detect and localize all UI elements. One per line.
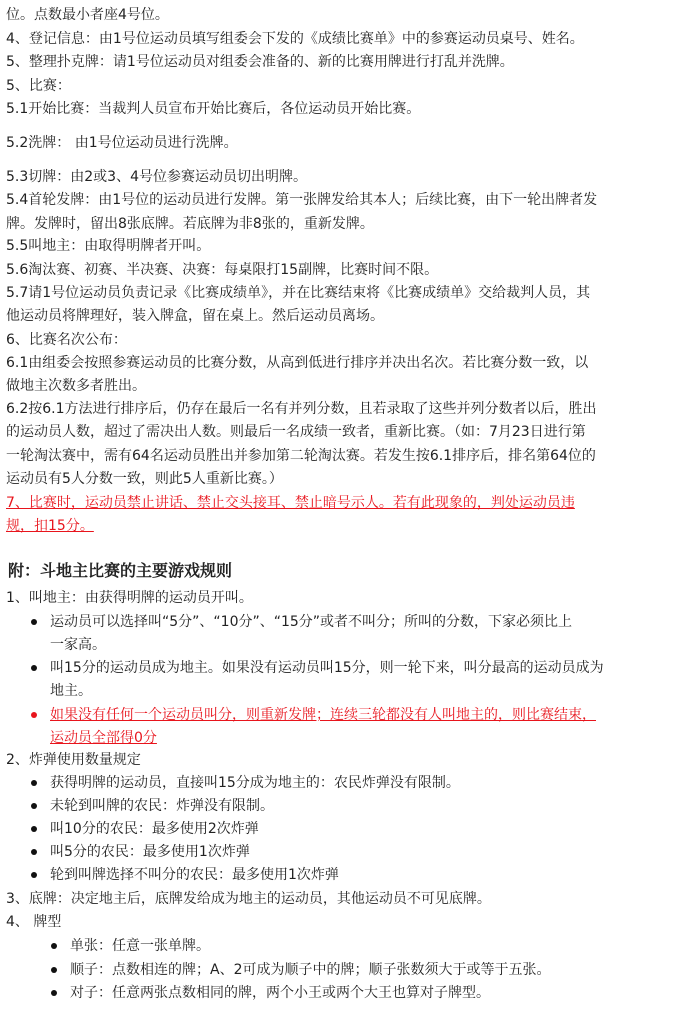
- list-item: 顺子：点数相连的牌；A、2可成为顺子中的牌；顺子张数须大于或等于五张。: [70, 962, 551, 978]
- section-heading: 5、比赛：: [6, 78, 71, 94]
- highlighted-rule: 7、比赛时，运动员禁止讲话、禁止交头接耳、禁止暗号示人。若有此现象的，判处运动员违: [6, 495, 575, 511]
- list-item: 运动员可以选择叫“5分”、“10分”、“15分”或者不叫分；所叫的分数，下家必须比上: [50, 614, 573, 630]
- list-item: 叫5分的农民：最多使用1次炸弹: [50, 844, 250, 860]
- text-line: 的运动员人数，超过了需决出人数。则最后一名成绩一致者，重新比赛。（如：7月23日进行第: [6, 424, 586, 440]
- text-line: 位。点数最小者座4号位。: [6, 7, 169, 23]
- text-line: 5、整理扑克牌：请1号位运动员对组委会准备的、新的比赛用牌进行打乱并洗牌。: [6, 54, 514, 70]
- highlighted-rule: 规，扣15分。: [6, 518, 94, 534]
- list-item-cont: 一家高。: [50, 637, 106, 653]
- text-line: 5.1开始比赛：当裁判人员宣布开始比赛后，各位运动员开始比赛。: [6, 101, 421, 117]
- text-line: 做地主次数多者胜出。: [6, 378, 146, 394]
- list-item: 未轮到叫牌的农民：炸弹没有限制。: [50, 798, 274, 814]
- text-line: 一轮淘汰赛中，需有64名运动员胜出并参加第二轮淘汰赛。若发生按6.1排序后，排名第64位的: [6, 448, 596, 464]
- highlighted-list-item-cont: 运动员全部得0分: [50, 730, 157, 746]
- rule-heading: 3、底牌：决定地主后，底牌发给成为地主的运动员，其他运动员不可见底牌。: [6, 891, 491, 907]
- bullet-icon: [31, 712, 37, 718]
- text-line: 5.3切牌：由2或3、4号位参赛运动员切出明牌。: [6, 169, 307, 185]
- text-line: 5.7请1号位运动员负责记录《比赛成绩单》，并在比赛结束将《比赛成绩单》交给裁判人员，其: [6, 285, 591, 301]
- list-item: 对子：任意两张点数相同的牌，两个小王或两个大王也算对子牌型。: [70, 985, 490, 1001]
- bullet-icon: [31, 849, 37, 855]
- text-line: 6.1由组委会按照参赛运动员的比赛分数，从高到低进行排序并决出名次。若比赛分数一致，以: [6, 355, 589, 371]
- text-line: 5.5叫地主：由取得明牌者开叫。: [6, 238, 211, 254]
- bullet-icon: [51, 943, 57, 949]
- list-item-cont: 地主。: [50, 683, 92, 699]
- text-line: 他运动员将牌理好，装入牌盒，留在桌上。然后运动员离场。: [6, 308, 384, 324]
- list-item: 叫15分的运动员成为地主。如果没有运动员叫15分，则一轮下来，叫分最高的运动员成为: [50, 660, 604, 676]
- bullet-icon: [51, 990, 57, 996]
- highlighted-list-item: 如果没有任何一个运动员叫分，则重新发牌；连续三轮都没有人叫地主的，则比赛结束，: [50, 707, 596, 723]
- bullet-icon: [31, 826, 37, 832]
- text-line: 5.6淘汰赛、初赛、半决赛、决赛：每桌限打15副牌，比赛时间不限。: [6, 262, 439, 278]
- bullet-icon: [31, 619, 37, 625]
- list-item: 单张：任意一张单牌。: [70, 938, 210, 954]
- rule-heading: 4、 牌型: [6, 914, 62, 930]
- text-line: 牌。发牌时，留出8张底牌。若底牌为非8张的，重新发牌。: [6, 216, 374, 232]
- bullet-icon: [31, 665, 37, 671]
- bullet-icon: [31, 803, 37, 809]
- text-line: 6.2按6.1方法进行排序后，仍存在最后一名有并列分数，且若录取了这些并列分数者以后，胜出: [6, 401, 597, 417]
- list-item: 获得明牌的运动员，直接叫15分成为地主的：农民炸弹没有限制。: [50, 775, 460, 791]
- appendix-title: 附：斗地主比赛的主要游戏规则: [8, 561, 233, 580]
- rule-heading: 2、炸弹使用数量规定: [6, 752, 141, 768]
- text-line: 4、登记信息：由1号位运动员填写组委会下发的《成绩比赛单》中的参赛运动员桌号、姓名。: [6, 31, 584, 47]
- text-line: 5.2洗牌： 由1号位运动员进行洗牌。: [6, 135, 238, 151]
- list-item: 叫10分的农民：最多使用2次炸弹: [50, 821, 259, 837]
- bullet-icon: [31, 780, 37, 786]
- bullet-icon: [31, 872, 37, 878]
- bullet-icon: [51, 967, 57, 973]
- text-line: 5.4首轮发牌：由1号位的运动员进行发牌。第一张牌发给其本人；后续比赛，由下一轮出牌者发: [6, 192, 598, 208]
- rule-heading: 1、叫地主：由获得明牌的运动员开叫。: [6, 590, 253, 606]
- list-item: 轮到叫牌选择不叫分的农民：最多使用1次炸弹: [50, 867, 339, 883]
- section-heading: 6、比赛名次公布：: [6, 332, 127, 348]
- text-line: 运动员有5人分数一致，则此5人重新比赛。）: [6, 471, 283, 487]
